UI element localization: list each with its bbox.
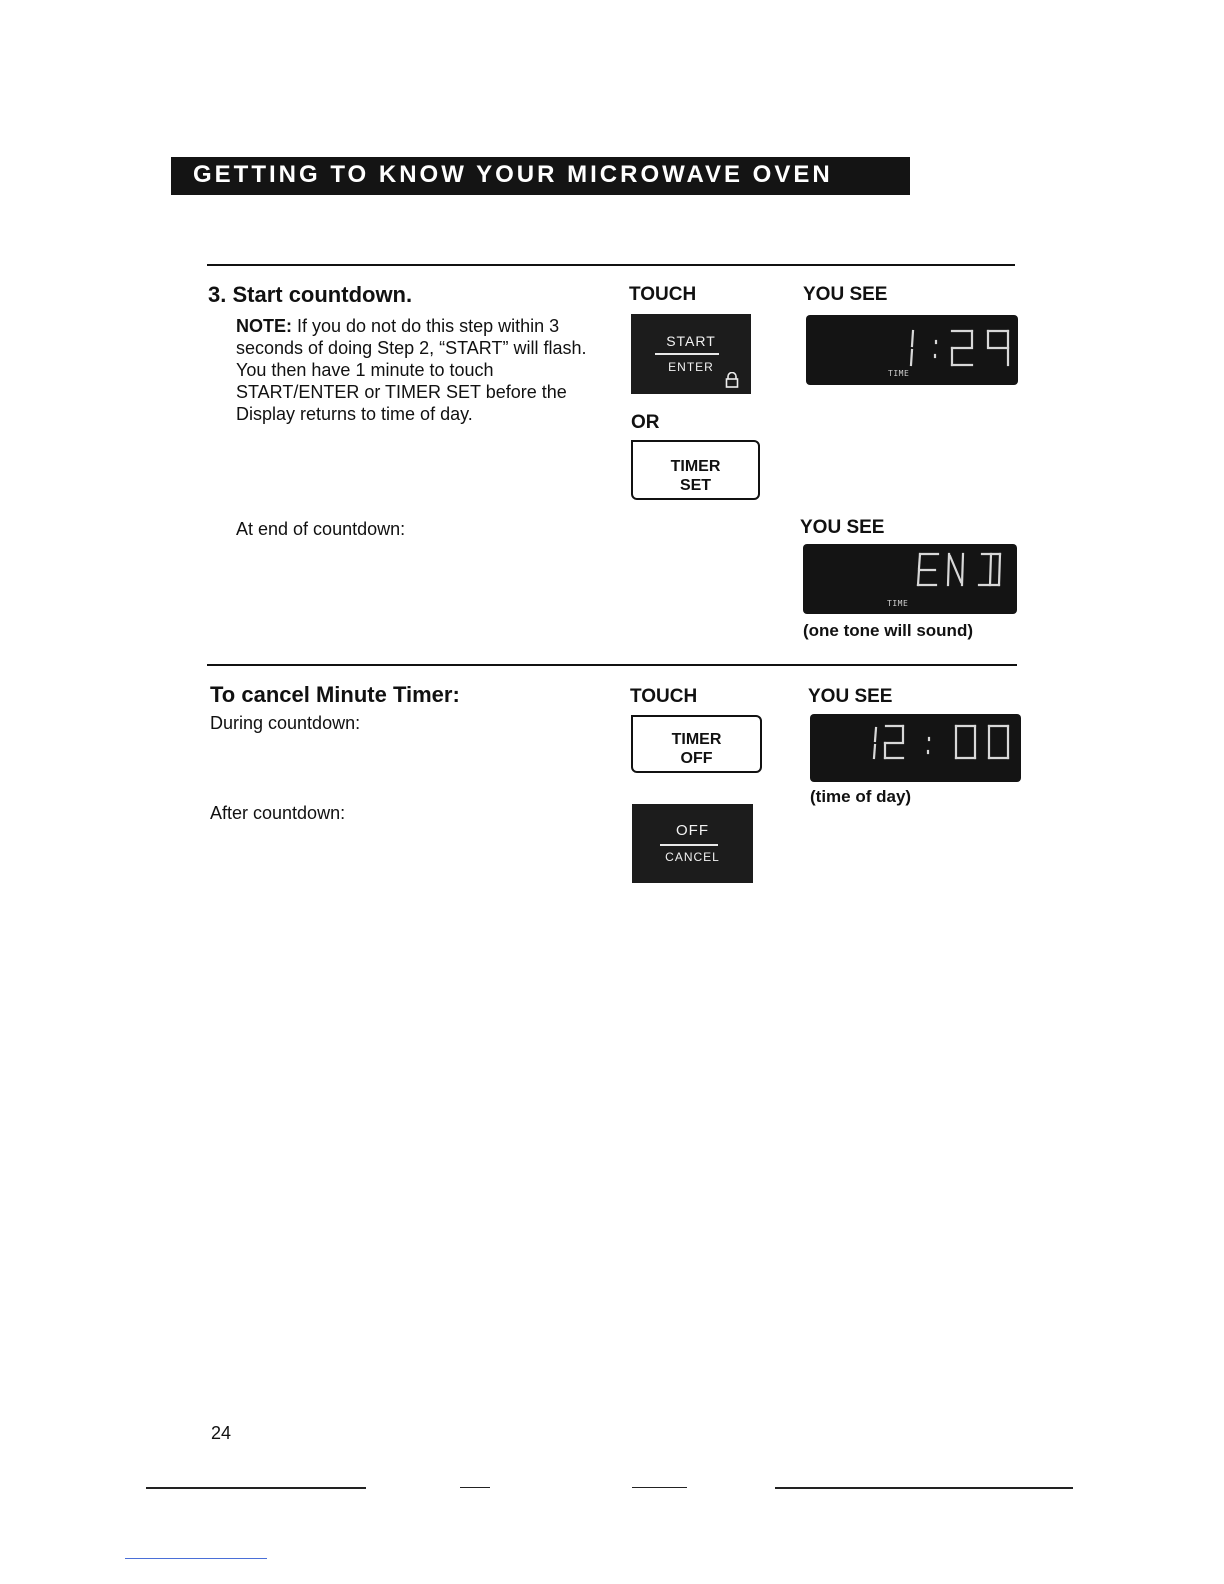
off-cancel-button[interactable]: [632, 804, 753, 883]
start-enter-line1: START: [666, 333, 716, 349]
timer-off-button[interactable]: [631, 715, 762, 773]
seven-segment-end: [803, 544, 1017, 614]
footer-rule-4: [775, 1487, 1073, 1489]
section-banner: [171, 157, 910, 195]
start-enter-line2: ENTER: [668, 360, 714, 374]
timer-set-line1: TIMER: [670, 458, 721, 475]
seven-segment-digits: [806, 315, 1018, 385]
off-cancel-line1: OFF: [676, 822, 709, 839]
display-countdown: [806, 315, 1018, 385]
you-see-label-3: YOU SEE: [808, 686, 893, 707]
note-label: NOTE:: [236, 316, 292, 336]
step3-note: [236, 315, 606, 425]
section-divider-2: [207, 664, 1017, 666]
banner-title: GETTING TO KNOW YOUR MICROWAVE OVEN: [193, 161, 833, 188]
section-divider: [207, 264, 1015, 266]
after-countdown-label: After countdown:: [210, 803, 346, 823]
footer-rule-2: [460, 1487, 490, 1488]
or-label: OR: [631, 412, 660, 433]
footer-blue-rule: [125, 1558, 267, 1559]
note-text: If you do not do this step within 3 seconds of doing Step 2, “START” will flash. You then have 1 minute to touch START/ENTER or TIMER SET before the Display returns to time of day.: [236, 316, 587, 424]
time-of-day-caption: (time of day): [810, 787, 912, 806]
display-end: [803, 544, 1017, 614]
end-of-countdown-label: At end of countdown:: [236, 519, 406, 539]
key-divider: [655, 353, 719, 355]
timer-off-line1: TIMER: [671, 731, 722, 748]
touch-label-2: TOUCH: [630, 686, 698, 707]
footer-rule-1: [146, 1487, 366, 1489]
lock-icon: [725, 372, 739, 388]
timer-set-line2: SET: [679, 477, 712, 494]
seven-segment-time: [810, 714, 1021, 782]
page-number: 24: [211, 1423, 232, 1443]
time-indicator-2: TIME: [887, 599, 909, 608]
you-see-label-2: YOU SEE: [800, 517, 885, 538]
timer-off-line2: OFF: [680, 750, 713, 767]
during-countdown-label: During countdown:: [210, 713, 361, 733]
start-enter-button[interactable]: [631, 314, 751, 394]
step3-heading: 3. Start countdown.: [208, 282, 413, 307]
time-indicator: TIME: [888, 369, 910, 378]
timer-set-button[interactable]: [631, 440, 760, 500]
key-divider-2: [660, 844, 718, 846]
you-see-label: YOU SEE: [803, 284, 888, 305]
touch-label: TOUCH: [629, 284, 697, 305]
display-time-of-day: [810, 714, 1021, 782]
footer-rule-3: [632, 1487, 687, 1488]
tone-caption: (one tone will sound): [803, 621, 973, 640]
cancel-heading: To cancel Minute Timer:: [210, 682, 460, 707]
off-cancel-line2: CANCEL: [665, 850, 720, 864]
